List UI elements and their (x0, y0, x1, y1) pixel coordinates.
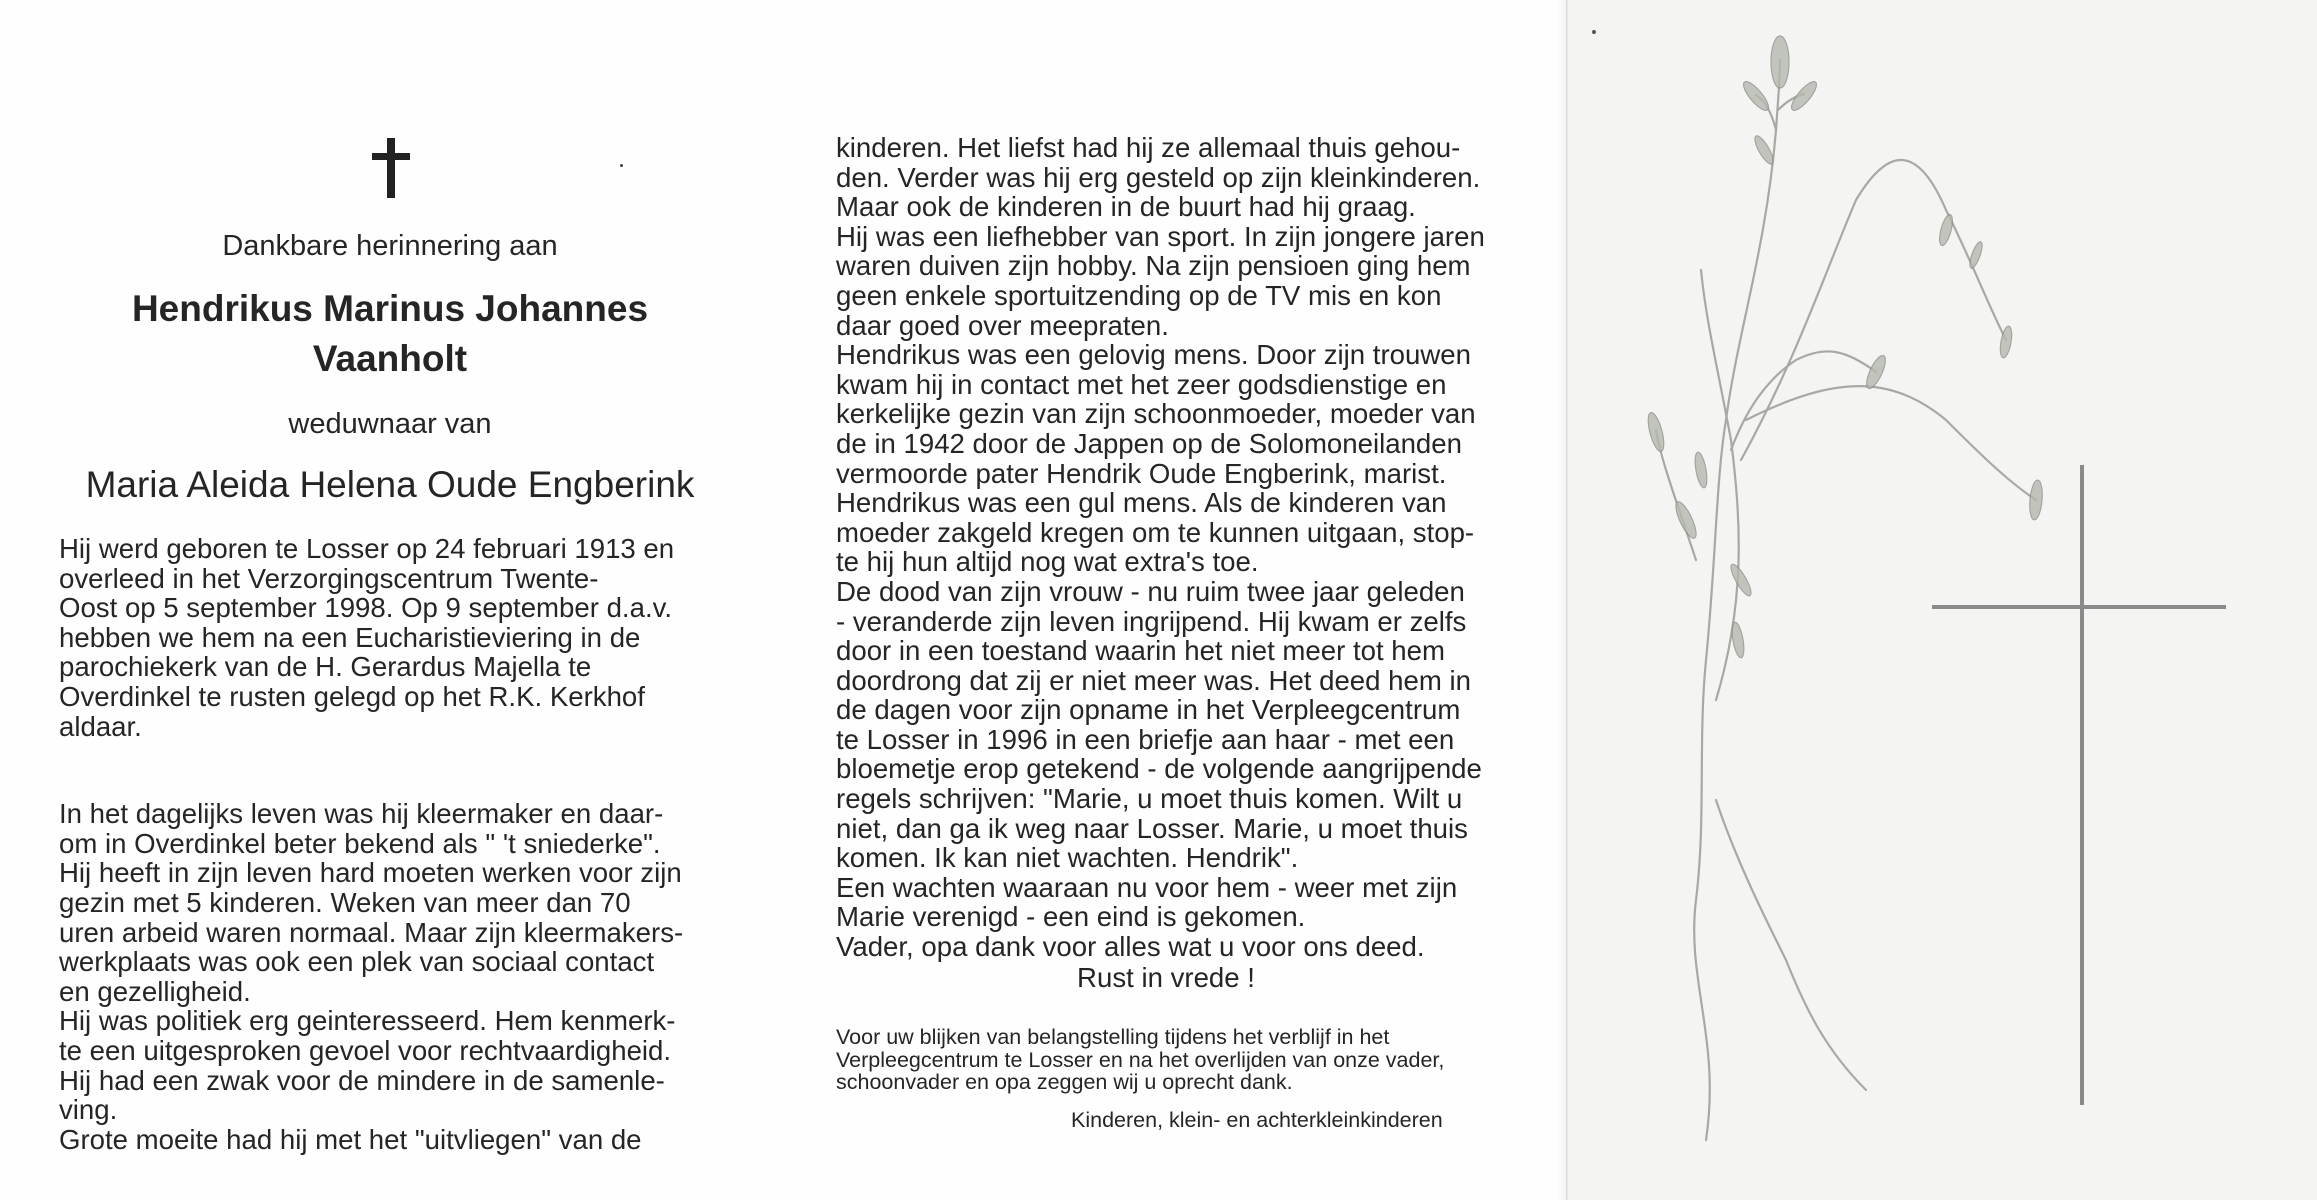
deceased-name (40, 284, 740, 384)
grass-leaf (1752, 134, 1777, 167)
text-line: te een uitgesproken gevoel voor rechtvaardigheid. (59, 1034, 672, 1066)
text-line: Hendrikus was een gul mens. Als de kinderen van (836, 487, 1447, 519)
grass-stem (1746, 386, 2036, 500)
grass-leaf (1740, 78, 1772, 113)
text-line: hebben we hem na een Eucharistieviering in de (59, 621, 641, 653)
text-line: en gezelligheid. (59, 975, 251, 1007)
grass-leaf (1788, 78, 1820, 113)
text-line: gezin met 5 kinderen. Weken van meer dan 70 (59, 886, 631, 918)
text-line: Hij had een zwak voor de mindere in de samenle- (59, 1064, 665, 1096)
grass-leaf (1967, 240, 1984, 269)
text-line: In het dagelijks leven was hij kleermaker en daar- (59, 798, 664, 830)
signature: Kinderen, klein- en achterkleinkinderen (1071, 1108, 1443, 1132)
biography-paragraph (59, 534, 719, 741)
text-line: de dagen voor zijn opname in het Verpleegcentrum (836, 694, 1461, 726)
text-line: Grote moeite had hij met het "uitvliegen" van de (59, 1123, 642, 1155)
text-line: Verpleegcentrum te Losser en na het overlijden van onze vader, (836, 1047, 1445, 1072)
thank-you-note (836, 1026, 1496, 1094)
text-line: waren duiven zijn hobby. Na zijn pensioen ging hem (836, 250, 1471, 282)
deceased-name-line: Vaanholt (312, 338, 468, 379)
text-line: de in 1942 door de Jappen op de Solomoneilanden (836, 427, 1462, 459)
grass-leaf (1937, 213, 1955, 246)
biography-left-column (59, 534, 719, 1154)
biography-right-column (836, 133, 1496, 962)
paper-speck (1592, 30, 1596, 34)
grass-sketch-illustration (1566, 0, 2317, 1200)
text-line: ving. (59, 1094, 118, 1126)
text-line: Een wachten waaraan nu voor hem - weer met zijn (836, 871, 1458, 903)
text-line: kwam hij in contact met het zeer godsdienstige en (836, 368, 1447, 400)
biography-paragraph (836, 133, 1496, 962)
text-line: Hij was een liefhebber van sport. In zijn jongere jaren (836, 220, 1485, 252)
text-line: parochiekerk van de H. Gerardus Majella te (59, 651, 592, 683)
text-line: bloemetje erop getekend - de volgende aangrijpende (836, 753, 1482, 785)
text-line: geen enkele sportuitzending op de TV mis en kon (836, 279, 1442, 311)
grass-leaf (1693, 451, 1709, 488)
text-line: kerkelijke gezin van zijn schoonmoeder, moeder van (836, 398, 1476, 430)
text-line: - veranderde zijn leven ingrijpend. Hij kwam er zelfs (836, 605, 1467, 637)
widower-text: weduwnaar van (288, 408, 492, 440)
grass-leaf (1645, 411, 1667, 453)
text-line: te hij hun altijd nog wat extra's toe. (836, 546, 1259, 578)
grass-leaf (1730, 621, 1746, 658)
text-line: Overdinkel te rusten gelegd op het R.K. Kerkhof (59, 680, 645, 712)
biography-paragraph (59, 799, 719, 1154)
spouse-name: Maria Aleida Helena Oude Engberink (85, 464, 695, 505)
text-line: Hij heeft in zijn leven hard moeten werken voor zijn (59, 857, 682, 889)
text-line: aldaar. (59, 710, 142, 742)
text-line: Marie verenigd - een eind is gekomen. (836, 901, 1306, 933)
text-line: door in een toestand waarin het niet meer tot hem (836, 635, 1445, 667)
text-line: Vader, opa dank voor alles wat u voor ons deed. (836, 931, 1425, 963)
intro-text: Dankbare herinnering aan (222, 230, 558, 262)
text-line: Maar ook de kinderen in de buurt had hij graag. (836, 191, 1416, 223)
text-line: vermoorde pater Hendrik Oude Engberink, marist. (836, 457, 1447, 489)
text-line: niet, dan ga ik weg naar Losser. Marie, u moet thuis (836, 812, 1468, 844)
deceased-name-line: Hendrikus Marinus Johannes (131, 288, 649, 329)
grass-stem (1731, 351, 1876, 450)
text-line: werkplaats was ook een plek van sociaal contact (59, 946, 655, 978)
grass-stem (1716, 800, 1866, 1090)
text-line: Voor uw blijken van belangstelling tijdens het verblijf in het (836, 1025, 1390, 1049)
text-line: te Losser in 1996 in een briefje aan haar - met een (836, 723, 1455, 755)
text-line: uren arbeid waren normaal. Maar zijn kleermakers- (59, 916, 684, 948)
text-line: den. Verder was hij erg gesteld op zijn kleinkinderen. (836, 161, 1481, 193)
paper-speck (620, 164, 623, 167)
text-line: Hij werd geboren te Losser op 24 februari 1913 en (59, 533, 675, 564)
text-line: om in Overdinkel beter bekend als " 't sniederke". (59, 827, 661, 859)
text-line: overleed in het Verzorgingscentrum Twente- (59, 562, 599, 594)
text-line: komen. Ik kan niet wachten. Hendrik". (836, 842, 1299, 874)
text-line: doordrong dat zij er niet meer was. Het deed hem in (836, 664, 1471, 696)
text-line: daar goed over meepraten. (836, 309, 1169, 341)
closing-text: Rust in vrede ! (1077, 962, 1255, 993)
text-line: Hendrikus was een gelovig mens. Door zijn trouwen (836, 339, 1471, 371)
cross-icon (1932, 465, 2226, 1105)
grass-leaf (1672, 499, 1700, 540)
cross-icon (371, 138, 411, 198)
text-line: De dood van zijn vrouw - nu ruim twee jaar geleden (836, 575, 1465, 607)
grass-leaf (2028, 480, 2043, 521)
grass-leaf (1728, 562, 1755, 598)
text-line: regels schrijven: "Marie, u moet thuis komen. Wilt u (836, 783, 1463, 815)
grass-stem (1741, 160, 2006, 460)
text-line: Hij was politiek erg geinteresseerd. Hem kenmerk- (59, 1005, 676, 1037)
text-line: Oost op 5 september 1998. Op 9 september d.a.v. (59, 592, 673, 624)
text-line: schoonvader en opa zeggen wij u oprecht dank. (836, 1070, 1293, 1094)
grass-leaf (1771, 36, 1789, 88)
text-line: kinderen. Het liefst had hij ze allemaal thuis gehou- (836, 132, 1461, 163)
text-line: moeder zakgeld kregen om te kunnen uitgaan, stop- (836, 516, 1475, 548)
grass-leaf (1863, 353, 1889, 391)
